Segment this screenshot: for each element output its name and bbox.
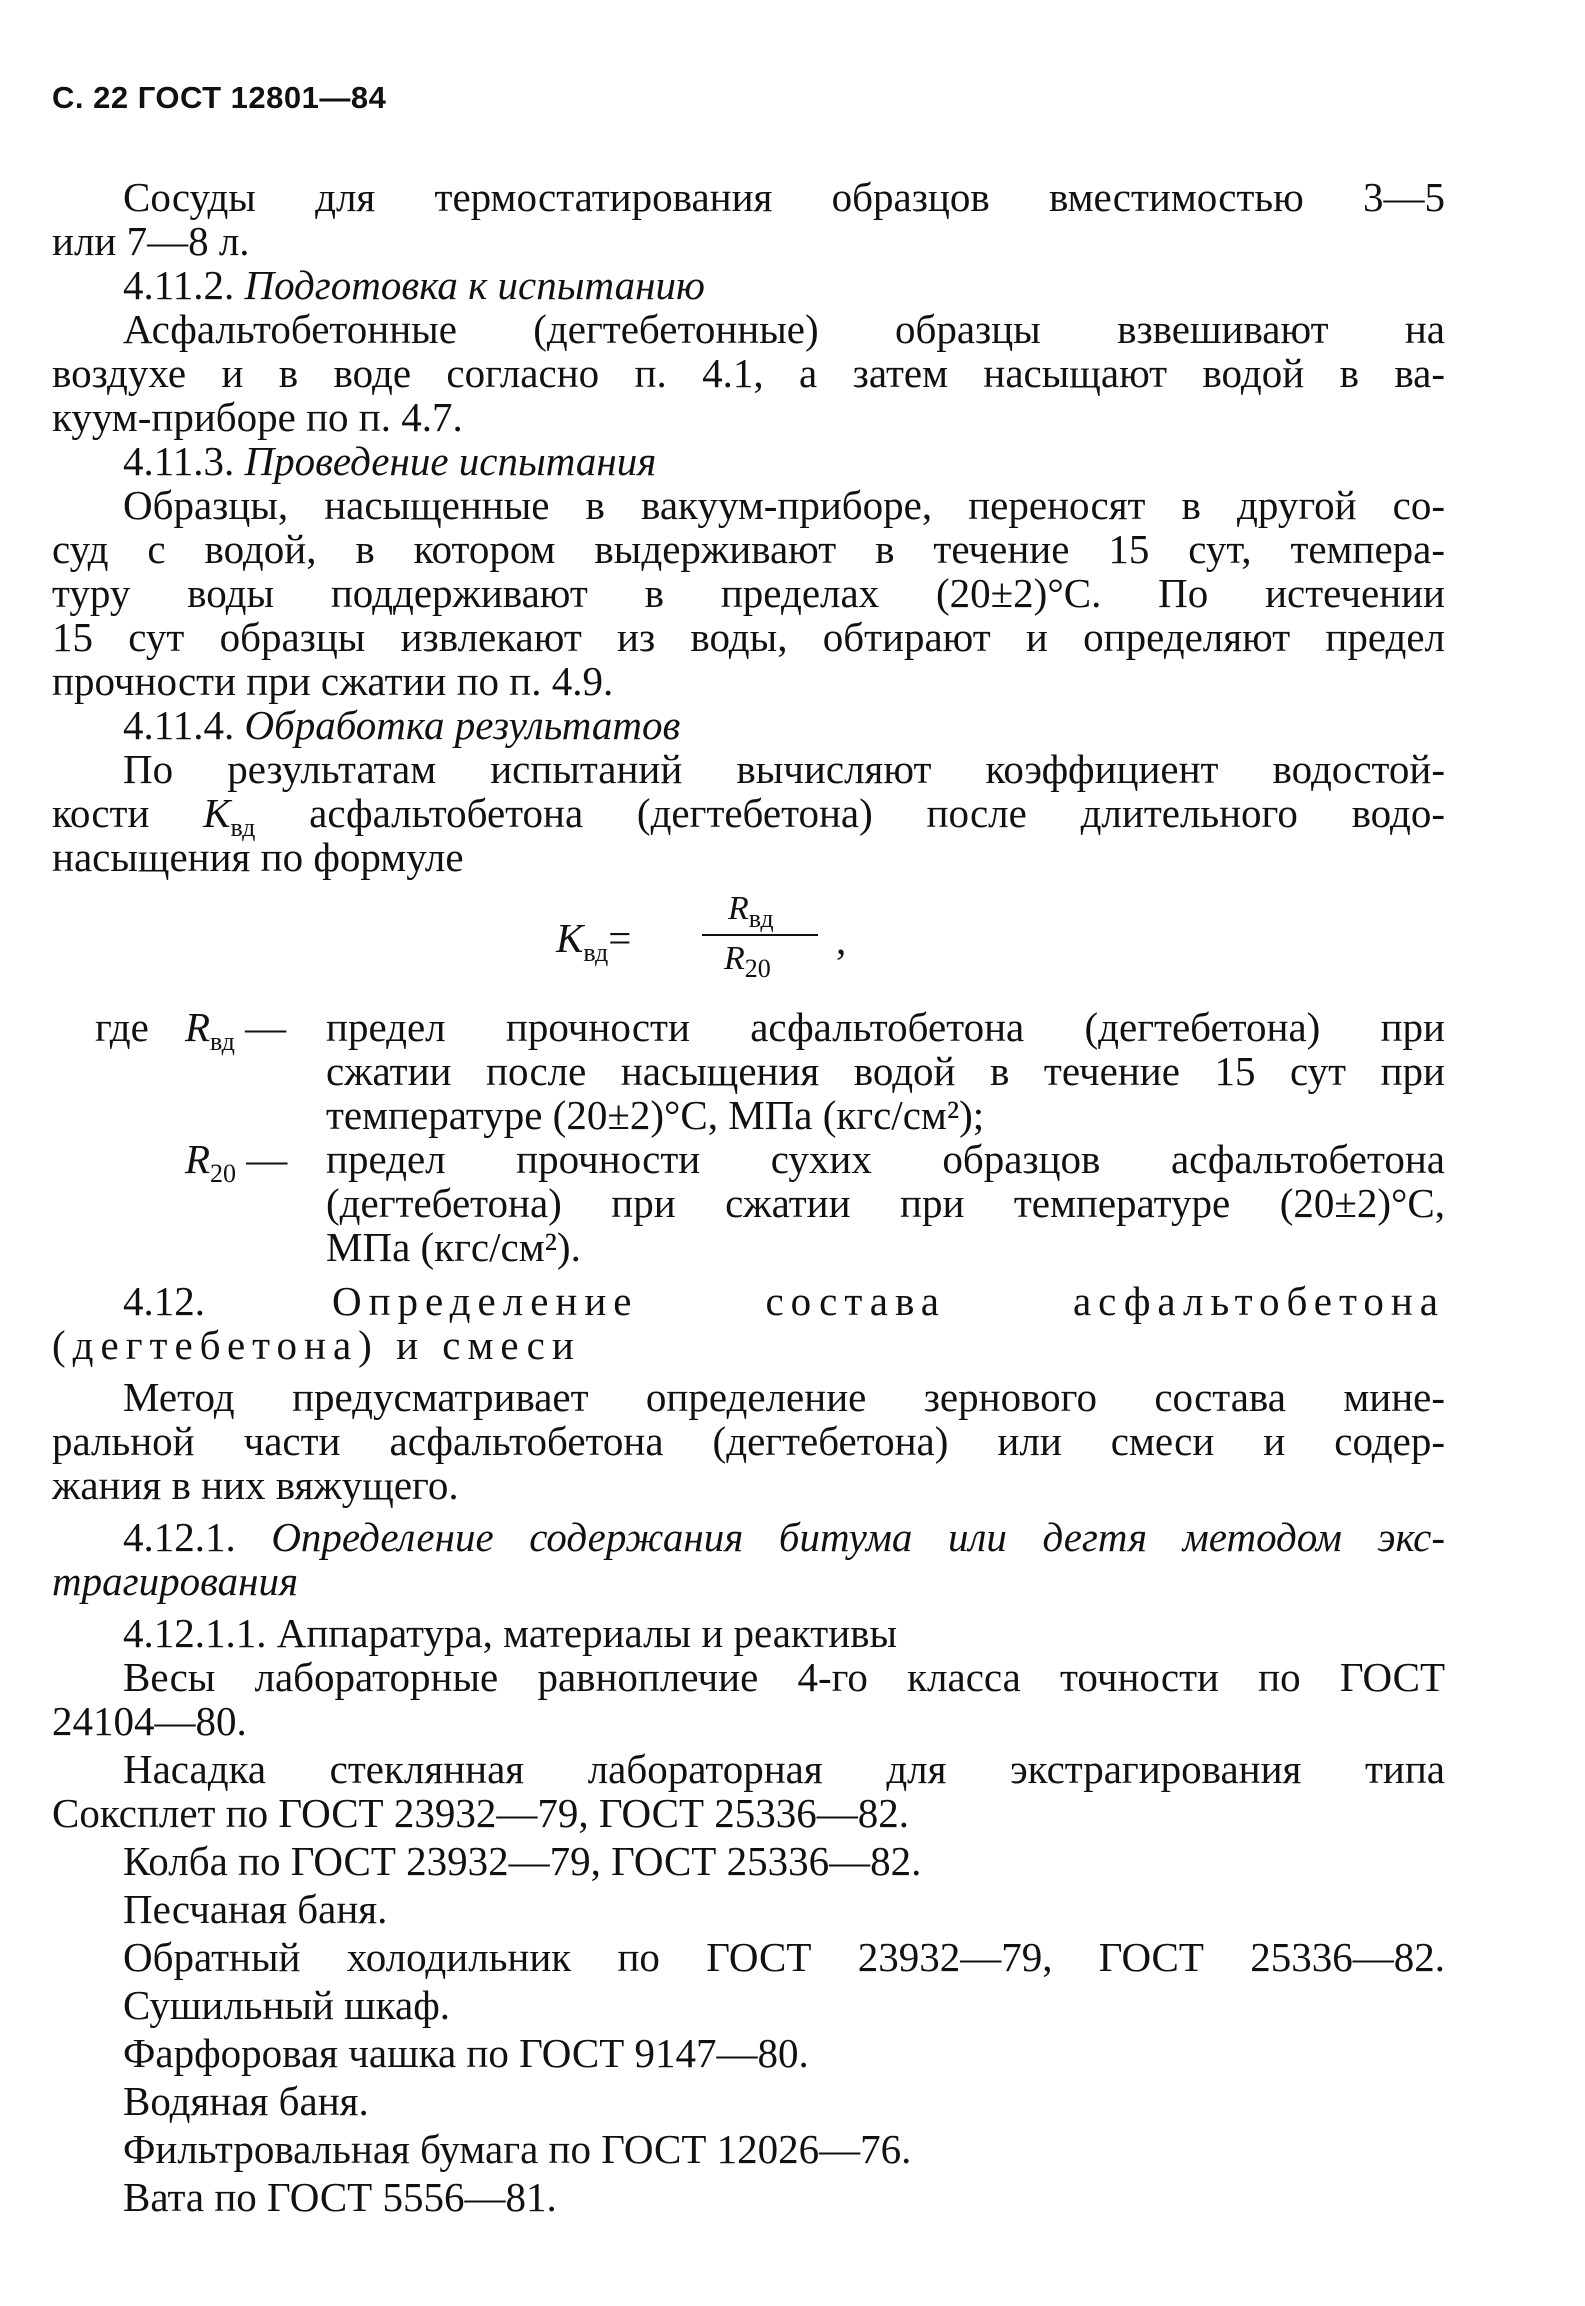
definition-text	[326, 1005, 1445, 1137]
paragraph-line: прочности при сжатии по п. 4.9.	[52, 658, 614, 704]
definition-line: МПа (кгс/см²).	[326, 1224, 581, 1270]
section-heading-4-11-2	[123, 263, 705, 307]
definition-symbol: $R_{20}$ —	[185, 1136, 288, 1189]
section-heading-4-12-cont: (дегтебетона) и смеси	[52, 1322, 581, 1368]
section-heading-4-12-1	[123, 1515, 1445, 1559]
definition-symbol: $R_{вд}$ —	[185, 1004, 287, 1057]
section-heading-4-12-1-1: 4.12.1.1. Аппаратура, материалы и реактивы	[123, 1610, 898, 1656]
fraction-bar	[702, 934, 818, 936]
paragraph-line: Насадка стеклянная лабораторная для экстрагирования типа	[123, 1746, 1445, 1792]
formula	[556, 890, 856, 990]
section-heading-4-11-3	[123, 439, 656, 483]
definition-line: сжатии после насыщения водой в течение 15 сут при	[326, 1048, 1445, 1094]
text-fragment: асфальтобетона (дегтебетона) после длительного водо-	[309, 790, 1445, 836]
section-heading-4-12-1-cont: трагирования	[52, 1558, 299, 1604]
paragraph-line: ральной части асфальтобетона (дегтебетона) или смеси и содер-	[52, 1418, 1445, 1464]
paragraph-line: Образцы, насыщенные в вакуум-приборе, переносят в другой со-	[123, 482, 1445, 528]
formula-numerator: $R_{вд}$	[728, 890, 774, 933]
section-title: Определение содержания битума или дегтя методом экс-	[271, 1514, 1445, 1560]
section-heading-4-12	[123, 1279, 1445, 1323]
formula-denominator: $R_{20}$	[724, 940, 771, 983]
formula-lhs: $K_{вд}=$	[556, 915, 632, 968]
page-header: С. 22 ГОСТ 12801—84	[52, 80, 387, 115]
paragraph-line: Асфальтобетонные (дегтебетонные) образцы взвешивают на	[123, 306, 1445, 352]
paragraph-line: Метод предусматривает определение зернового состава мине-	[123, 1374, 1445, 1420]
list-item: Фарфоровая чашка по ГОСТ 9147—80.	[123, 2030, 809, 2076]
paragraph-line: или 7—8 л.	[52, 218, 250, 264]
paragraph-line: жания в них вяжущего.	[52, 1462, 459, 1508]
definition-line: (дегтебетона) при сжатии при температуре (20±2)°C,	[326, 1180, 1445, 1226]
paragraph-line: суд с водой, в котором выдерживают в течение 15 сут, темпера-	[52, 526, 1445, 572]
list-item: Водяная баня.	[123, 2078, 369, 2124]
section-title: Определение состава асфальтобетона	[331, 1278, 1445, 1324]
list-item: Песчаная баня.	[123, 1886, 388, 1932]
paragraph-line: По результатам испытаний вычисляют коэффициент водостой-	[123, 746, 1445, 792]
list-item: Сушильный шкаф.	[123, 1982, 451, 2028]
section-title: Проведение испытания	[244, 438, 657, 484]
definition-line: предел прочности сухих образцов асфальтобетона	[326, 1136, 1445, 1182]
symbol-k-vd: $K_{вд}$	[203, 790, 256, 843]
paragraph-line: туру воды поддерживают в пределах (20±2)°C. По истечении	[52, 570, 1445, 616]
paragraph-line: насыщения по формуле	[52, 834, 464, 880]
section-number: 4.11.4.	[123, 702, 235, 748]
paragraph-line: 24104—80.	[52, 1698, 247, 1744]
formula-comma: ,	[836, 917, 847, 963]
definition-line: температуре (20±2)°C, МПа (кгс/см²);	[326, 1092, 985, 1138]
section-title: Обработка результатов	[244, 702, 681, 748]
section-number: 4.12.	[123, 1278, 205, 1324]
definition-line: предел прочности асфальтобетона (дегтебетона) при	[326, 1004, 1445, 1050]
section-number: 4.11.2.	[123, 262, 235, 308]
section-heading-4-11-4	[123, 703, 680, 747]
where-label: где	[95, 1004, 149, 1050]
section-number: 4.12.1.	[123, 1514, 236, 1560]
list-item: Вата по ГОСТ 5556—81.	[123, 2174, 557, 2220]
paragraph-line: 15 сут образцы извлекают из воды, обтирают и определяют предел	[52, 614, 1445, 660]
definition-text	[326, 1137, 1445, 1269]
list-item: Фильтровальная бумага по ГОСТ 12026—76.	[123, 2126, 912, 2172]
list-item: Колба по ГОСТ 23932—79, ГОСТ 25336—82.	[123, 1838, 922, 1884]
text-fragment: кости	[52, 790, 150, 836]
paragraph-line: воздухе и в воде согласно п. 4.1, а затем насыщают водой в ва-	[52, 350, 1445, 396]
section-title: Подготовка к испытанию	[244, 262, 705, 308]
list-item: Обратный холодильник по ГОСТ 23932—79, ГОСТ 25336—82.	[123, 1934, 1445, 1980]
paragraph-line: Соксплет по ГОСТ 23932—79, ГОСТ 25336—82.	[52, 1790, 910, 1836]
paragraph-line: Сосуды для термостатирования образцов вместимостью 3—5	[123, 174, 1445, 220]
paragraph-line: Весы лабораторные равноплечие 4-го класса точности по ГОСТ	[123, 1654, 1445, 1700]
paragraph-line: куум-приборе по п. 4.7.	[52, 394, 463, 440]
section-number: 4.11.3.	[123, 438, 235, 484]
